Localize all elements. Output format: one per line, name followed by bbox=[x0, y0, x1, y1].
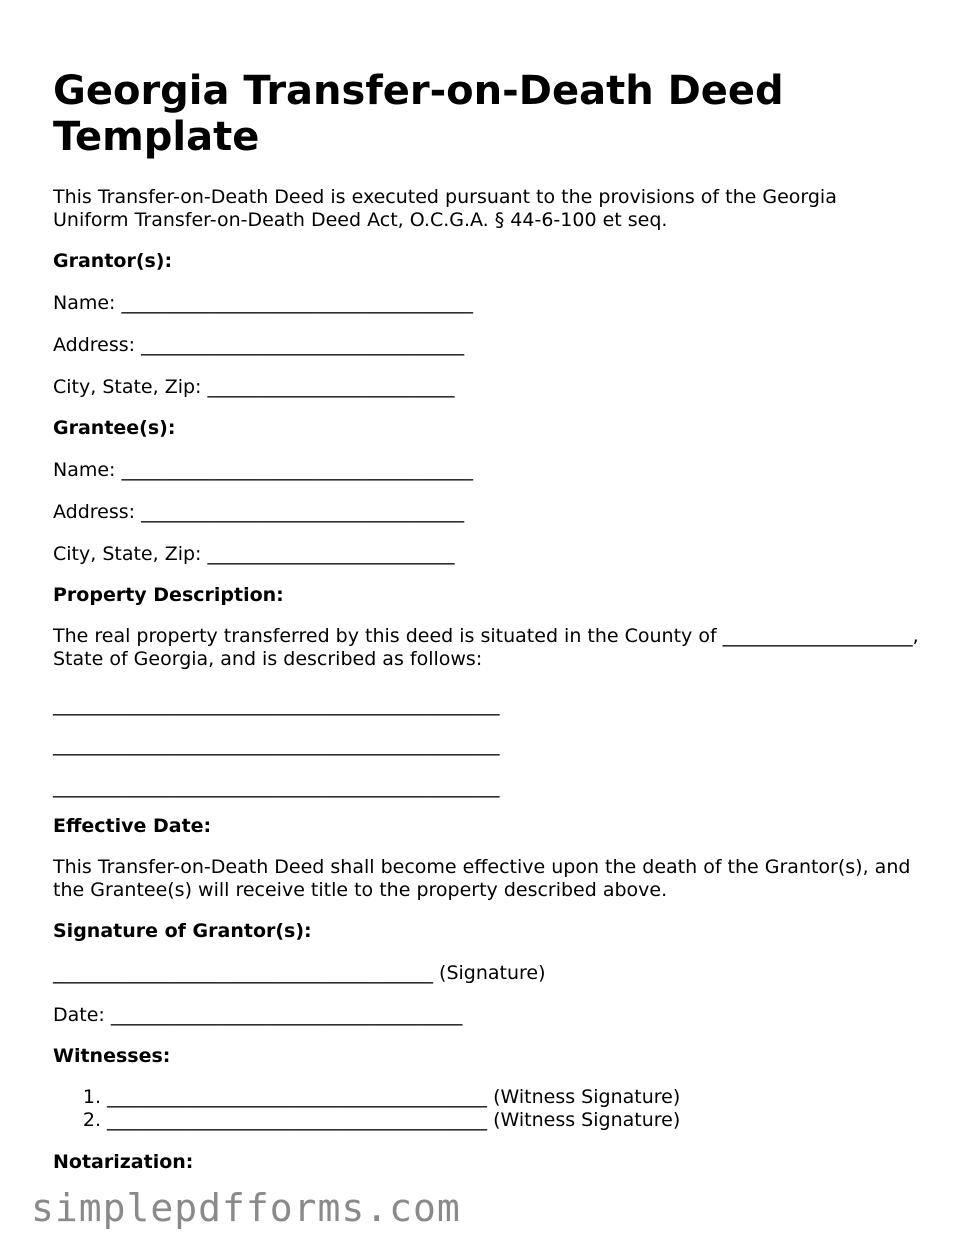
effective-line-1: This Transfer-on-Death Deed shall become effective upon the death of the Grantor(s), and bbox=[53, 856, 911, 878]
effective-line-2: the Grantee(s) will receive title to the property described above. bbox=[53, 878, 668, 901]
intro-paragraph bbox=[53, 186, 933, 231]
effective-date-heading: Effective Date: bbox=[53, 815, 212, 837]
notarization-heading: Notarization: bbox=[53, 1151, 194, 1173]
witness-signature-line: ________________________________________ (Witness Signature) bbox=[107, 1108, 681, 1131]
intro-line-1: This Transfer-on-Death Deed is executed pursuant to the provisions of the Georgia bbox=[53, 186, 837, 208]
property-blank-line-1: _______________________________________________ bbox=[53, 694, 500, 716]
grantor-signature-line: ________________________________________ (Signature) bbox=[53, 962, 546, 984]
effective-date-paragraph bbox=[53, 856, 933, 901]
grantor-heading: Grantor(s): bbox=[53, 250, 173, 272]
signature-date-field: Date: _____________________________________ bbox=[53, 1004, 463, 1026]
property-heading: Property Description: bbox=[53, 584, 284, 606]
property-line-1: The real property transferred by this deed is situated in the County of ____________________, bbox=[53, 625, 919, 647]
grantee-name-field: Name: _____________________________________ bbox=[53, 459, 473, 481]
witness-list bbox=[53, 1086, 680, 1131]
grantor-city-field: City, State, Zip: __________________________ bbox=[53, 376, 455, 398]
watermark-text: simplepdfforms.com bbox=[31, 1186, 461, 1230]
witness-signature-line: ________________________________________ (Witness Signature) bbox=[107, 1086, 681, 1108]
witnesses-heading: Witnesses: bbox=[53, 1045, 171, 1067]
witness-item bbox=[53, 1086, 680, 1109]
witness-number: 2. bbox=[82, 1108, 101, 1131]
grantor-address-field: Address: __________________________________ bbox=[53, 334, 465, 356]
page-title: Georgia Transfer-on-Death Deed Template bbox=[53, 68, 784, 160]
witness-number: 1. bbox=[82, 1086, 101, 1108]
property-line-2: State of Georgia, and is described as follows: bbox=[53, 647, 483, 670]
grantee-address-field: Address: __________________________________ bbox=[53, 501, 465, 523]
signature-heading: Signature of Grantor(s): bbox=[53, 920, 312, 942]
grantor-name-field: Name: _____________________________________ bbox=[53, 292, 473, 314]
witness-item bbox=[53, 1109, 680, 1132]
grantee-city-field: City, State, Zip: __________________________ bbox=[53, 543, 455, 565]
property-blank-line-2: _______________________________________________ bbox=[53, 734, 500, 756]
grantee-heading: Grantee(s): bbox=[53, 417, 176, 439]
property-blank-line-3: _______________________________________________ bbox=[53, 776, 500, 798]
property-paragraph bbox=[53, 625, 933, 670]
intro-line-2: Uniform Transfer-on-Death Deed Act, O.C.G.A. § 44-6-100 et seq. bbox=[53, 208, 668, 231]
